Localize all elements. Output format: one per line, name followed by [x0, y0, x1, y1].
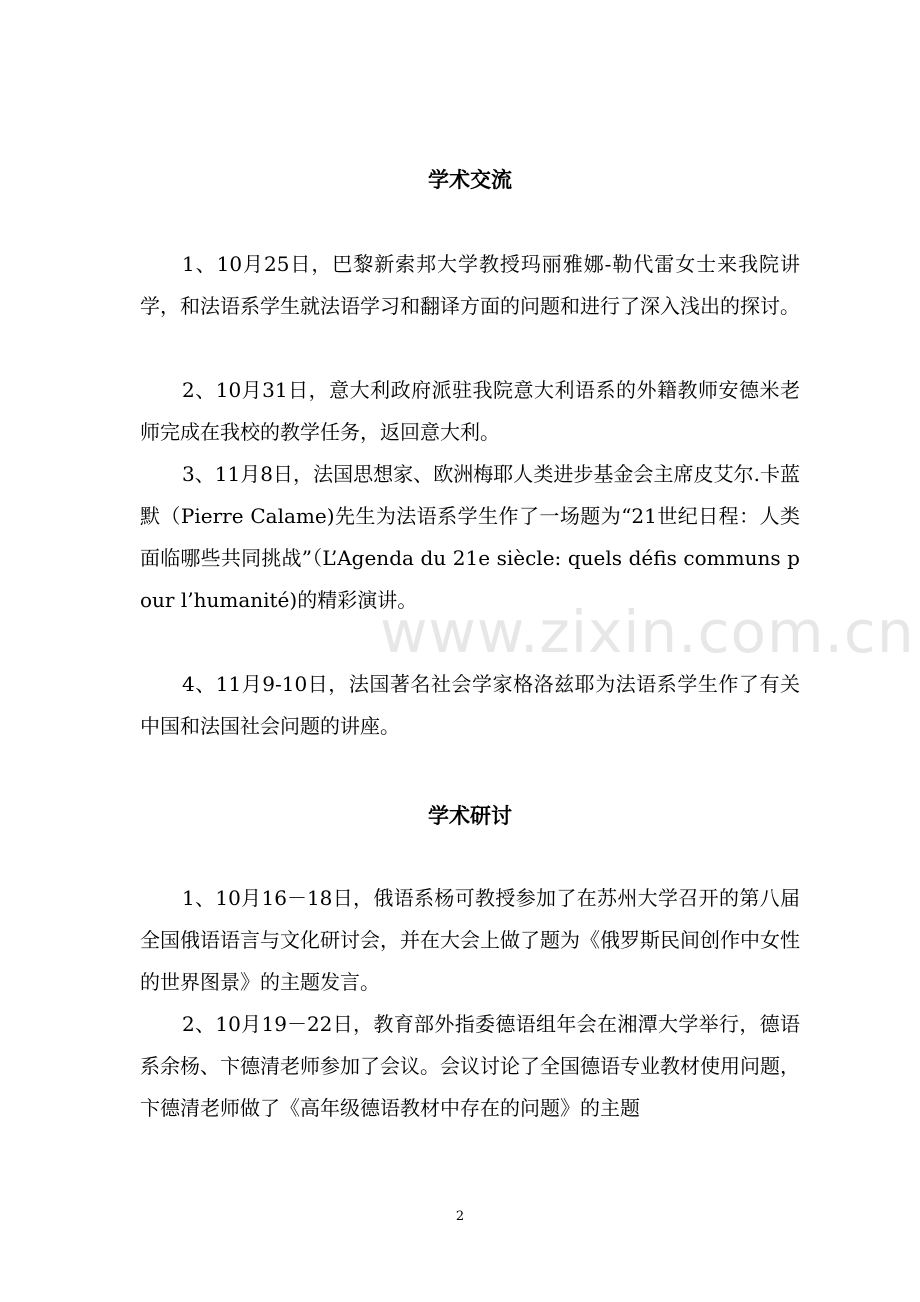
exchange-item-3: 3、11月8日，法国思想家、欧洲梅耶人类进步基金会主席皮艾尔.卡蓝默（Pierre Calame)先生为法语系学生作了一场题为“21世纪日程：人类面临哪些共同挑战”（L’Agenda du 21e siècle: quels défis communs pour l’humanité)的精彩演讲。 — [140, 462, 800, 612]
exchange-item-1: 1、10月25日，巴黎新索邦大学教授玛丽雅娜-勒代雷女士来我院讲学，和法语系学生就法语学习和翻译方面的问题和进行了深入浅出的探讨。 — [140, 252, 800, 318]
exchange-item-2: 2、10月31日，意大利政府派驻我院意大利语系的外籍教师安德米老师完成在我校的教学任务，返回意大利。 — [140, 378, 800, 444]
seminar-item-2: 2、10月19－22日，教育部外指委德语组年会在湘潭大学举行，德语系余杨、卞德清老师参加了会议。会议讨论了全国德语专业教材使用问题，卞德清老师做了《高年级德语教材中存在的问题》的主题 — [140, 1012, 800, 1120]
seminar-item-1: 1、10月16－18日，俄语系杨可教授参加了在苏州大学召开的第八届全国俄语语言与文化研讨会，并在大会上做了题为《俄罗斯民间创作中女性的世界图景》的主题发言。 — [140, 886, 800, 994]
watermark: www.zixin.com.cn — [380, 598, 915, 666]
section-title-academic-seminar: 学术研讨 — [428, 804, 512, 828]
exchange-item-4: 4、11月9-10日，法国著名社会学家格洛兹耶为法语系学生作了有关中国和法国社会问题的讲座。 — [140, 672, 800, 738]
page-number: 2 — [455, 1209, 465, 1224]
section-title-academic-exchange: 学术交流 — [428, 168, 512, 192]
